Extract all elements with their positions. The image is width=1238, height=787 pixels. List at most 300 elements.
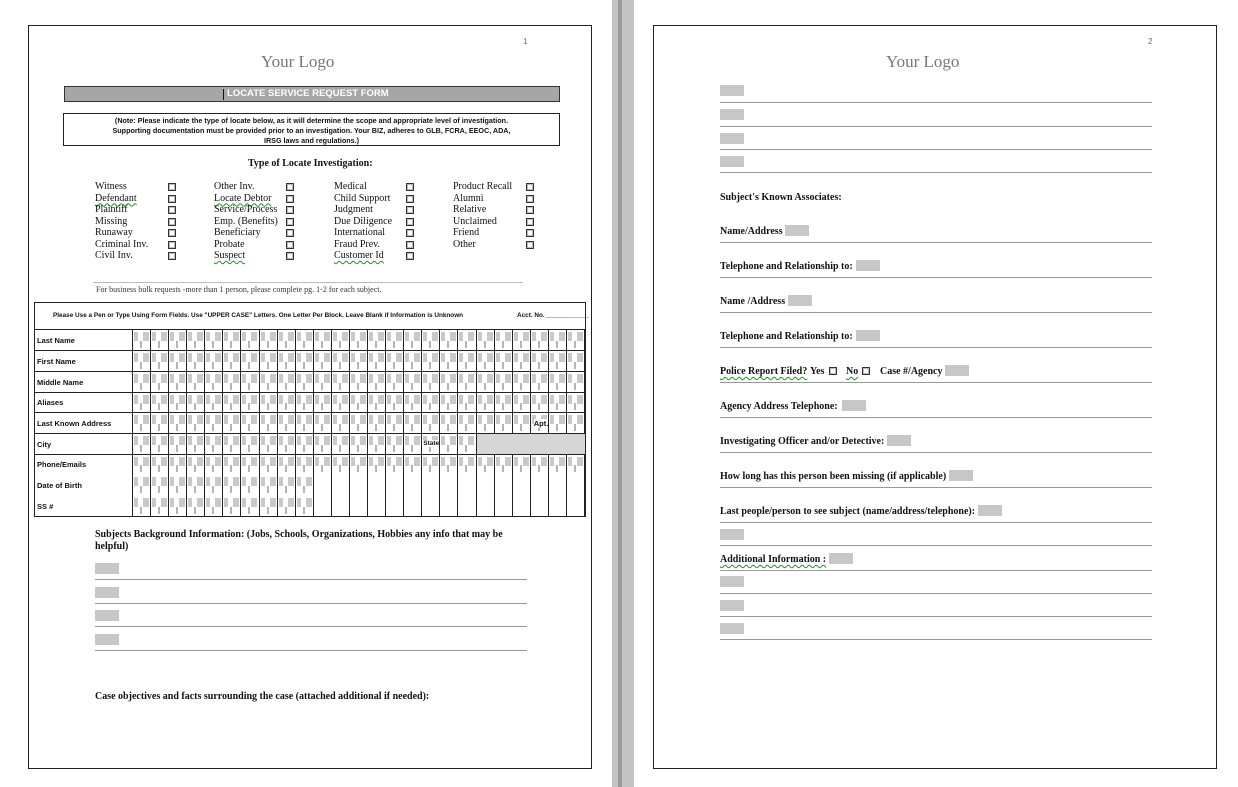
letter-block[interactable] <box>296 434 314 455</box>
letter-block[interactable] <box>223 434 241 455</box>
background-field-2[interactable] <box>95 587 119 598</box>
letter-block[interactable] <box>296 351 314 372</box>
letter-block[interactable] <box>223 351 241 372</box>
letter-block[interactable] <box>495 351 513 372</box>
letter-block[interactable] <box>495 496 513 517</box>
letter-block[interactable] <box>260 496 278 517</box>
letter-block[interactable] <box>223 413 241 434</box>
letter-block[interactable] <box>513 351 531 372</box>
letter-block[interactable] <box>332 372 350 393</box>
letter-block[interactable] <box>422 393 440 413</box>
letter-block[interactable] <box>205 351 223 372</box>
letter-block-field <box>487 332 493 341</box>
letter-block[interactable] <box>458 393 476 413</box>
letter-block[interactable] <box>404 413 422 434</box>
letter-block[interactable] <box>495 475 513 496</box>
letter-block-mark <box>140 445 142 452</box>
letter-block[interactable] <box>223 393 241 413</box>
letter-block[interactable] <box>278 496 296 517</box>
letter-block[interactable] <box>241 393 259 413</box>
letter-block[interactable] <box>458 351 476 372</box>
letter-block[interactable] <box>440 434 458 455</box>
letter-block[interactable] <box>549 351 567 372</box>
letter-block[interactable] <box>458 455 476 475</box>
letter-block[interactable] <box>314 330 332 351</box>
letter-block[interactable] <box>205 496 223 517</box>
name-address-1-field[interactable] <box>785 225 809 236</box>
letter-block[interactable] <box>549 413 567 434</box>
letter-block[interactable] <box>223 330 241 351</box>
letter-block[interactable] <box>350 351 368 372</box>
letter-block[interactable] <box>368 496 386 517</box>
locate-type-checkbox[interactable] <box>168 218 176 226</box>
letter-block[interactable] <box>567 496 585 517</box>
letter-block[interactable] <box>440 351 458 372</box>
letter-block[interactable] <box>440 455 458 475</box>
locate-type-checkbox[interactable] <box>406 252 414 260</box>
letter-block[interactable] <box>495 393 513 413</box>
additional-info-field-4[interactable] <box>720 623 744 634</box>
letter-block-mark <box>321 341 323 348</box>
letter-block[interactable] <box>133 351 151 372</box>
letter-block[interactable] <box>278 475 296 496</box>
letter-block[interactable] <box>314 351 332 372</box>
letter-block[interactable] <box>133 413 151 434</box>
letter-block[interactable] <box>151 455 169 475</box>
letter-block[interactable] <box>332 496 350 517</box>
letter-block[interactable] <box>332 413 350 434</box>
agency-address-field[interactable] <box>842 400 866 411</box>
locate-type-checkbox[interactable] <box>406 183 414 191</box>
letter-block[interactable] <box>278 351 296 372</box>
letter-block[interactable] <box>332 434 350 455</box>
letter-block-mark <box>158 507 160 514</box>
letter-block[interactable] <box>133 393 151 413</box>
letter-block[interactable] <box>151 351 169 372</box>
letter-block[interactable] <box>151 434 169 455</box>
letter-block[interactable] <box>169 496 187 517</box>
letter-block[interactable] <box>477 351 495 372</box>
last-seen-extra-field[interactable] <box>720 529 744 540</box>
letter-block[interactable] <box>296 496 314 517</box>
letter-block-mark <box>158 465 160 472</box>
background-field-3[interactable] <box>95 610 119 621</box>
letter-block[interactable] <box>350 393 368 413</box>
letter-block[interactable] <box>169 330 187 351</box>
locate-type-label: Probate <box>214 238 245 250</box>
letter-block[interactable] <box>440 475 458 496</box>
letter-block[interactable] <box>260 393 278 413</box>
letter-block[interactable] <box>296 413 314 434</box>
letter-block[interactable] <box>278 413 296 434</box>
letter-block[interactable] <box>296 475 314 496</box>
letter-block[interactable] <box>495 455 513 475</box>
letter-block[interactable] <box>223 496 241 517</box>
background-field-4[interactable] <box>95 634 119 645</box>
letter-block[interactable] <box>223 372 241 393</box>
letter-block[interactable] <box>368 330 386 351</box>
letter-block-mark <box>520 424 522 431</box>
letter-block[interactable] <box>531 455 549 475</box>
letter-block[interactable] <box>368 475 386 496</box>
locate-type-checkbox[interactable] <box>406 229 414 237</box>
letter-block[interactable] <box>495 330 513 351</box>
letter-block[interactable] <box>458 372 476 393</box>
letter-block[interactable] <box>314 413 332 434</box>
locate-type-checkbox[interactable] <box>286 206 294 214</box>
letter-block[interactable] <box>133 496 151 517</box>
letter-block[interactable] <box>440 496 458 517</box>
letter-block-field <box>134 477 138 486</box>
letter-block[interactable] <box>404 372 422 393</box>
letter-block[interactable] <box>187 413 205 434</box>
letter-block[interactable] <box>567 475 585 496</box>
letter-block[interactable] <box>350 455 368 475</box>
letter-block[interactable] <box>567 393 585 413</box>
letter-block[interactable] <box>350 434 368 455</box>
letter-block[interactable] <box>151 413 169 434</box>
letter-block[interactable] <box>223 475 241 496</box>
letter-block[interactable] <box>278 434 296 455</box>
letter-block[interactable] <box>350 496 368 517</box>
letter-block[interactable] <box>567 455 585 475</box>
letter-block-field <box>369 457 373 466</box>
letter-block[interactable] <box>440 372 458 393</box>
letter-block[interactable] <box>350 413 368 434</box>
letter-block[interactable] <box>422 330 440 351</box>
letter-block[interactable] <box>422 413 440 434</box>
letter-block[interactable] <box>513 330 531 351</box>
letter-block[interactable] <box>386 351 404 372</box>
letter-block[interactable] <box>205 393 223 413</box>
letter-block[interactable] <box>531 330 549 351</box>
letter-block-mark <box>212 465 214 472</box>
letter-block[interactable] <box>458 413 476 434</box>
letter-block[interactable] <box>386 413 404 434</box>
letter-block[interactable] <box>169 413 187 434</box>
continuation-field-1[interactable] <box>720 85 744 96</box>
letter-block[interactable] <box>368 455 386 475</box>
letter-block[interactable] <box>278 393 296 413</box>
letter-block[interactable] <box>187 434 205 455</box>
letter-block-field <box>170 457 174 466</box>
letter-block[interactable] <box>205 475 223 496</box>
locate-type-checkbox[interactable] <box>286 241 294 249</box>
letter-block[interactable] <box>169 393 187 413</box>
locate-type-checkbox[interactable] <box>526 183 534 191</box>
letter-block[interactable] <box>187 393 205 413</box>
letter-block[interactable] <box>386 330 404 351</box>
letter-block[interactable] <box>133 372 151 393</box>
letter-block-mark <box>357 424 359 431</box>
letter-block[interactable] <box>169 455 187 475</box>
letter-block[interactable] <box>260 455 278 475</box>
letter-block[interactable] <box>260 475 278 496</box>
letter-block[interactable] <box>187 351 205 372</box>
letter-block[interactable] <box>205 413 223 434</box>
letter-block[interactable] <box>495 372 513 393</box>
letter-block[interactable] <box>241 330 259 351</box>
letter-block[interactable] <box>332 475 350 496</box>
locate-type-checkbox[interactable] <box>168 206 176 214</box>
letter-block[interactable] <box>169 434 187 455</box>
letter-block[interactable] <box>404 434 422 455</box>
letter-block[interactable] <box>260 372 278 393</box>
letter-block[interactable] <box>314 496 332 517</box>
letter-block[interactable] <box>241 351 259 372</box>
letter-block[interactable] <box>531 475 549 496</box>
letter-block[interactable] <box>314 393 332 413</box>
locate-type-checkbox[interactable] <box>406 218 414 226</box>
letter-block[interactable] <box>404 496 422 517</box>
continuation-field-4[interactable] <box>720 156 744 167</box>
letter-block[interactable] <box>332 330 350 351</box>
investigating-officer-field[interactable] <box>887 435 911 446</box>
letter-block[interactable] <box>567 330 585 351</box>
letter-block[interactable] <box>260 330 278 351</box>
locate-type-checkbox[interactable] <box>286 229 294 237</box>
letter-block[interactable] <box>513 455 531 475</box>
locate-type-checkbox[interactable] <box>526 229 534 237</box>
letter-block-field <box>441 332 445 341</box>
letter-block[interactable] <box>350 372 368 393</box>
letter-block[interactable] <box>332 455 350 475</box>
acct-number-blank[interactable]: ____________ <box>546 311 589 318</box>
locate-type-checkbox[interactable] <box>526 218 534 226</box>
letter-block[interactable] <box>458 434 476 455</box>
letter-block[interactable] <box>531 393 549 413</box>
letter-block[interactable] <box>260 413 278 434</box>
letter-block[interactable] <box>422 372 440 393</box>
letter-block[interactable] <box>314 455 332 475</box>
locate-type-checkbox[interactable] <box>406 206 414 214</box>
letter-block[interactable] <box>404 455 422 475</box>
letter-block[interactable] <box>404 351 422 372</box>
locate-type-checkbox[interactable] <box>168 183 176 191</box>
letter-block[interactable] <box>513 496 531 517</box>
letter-block[interactable] <box>495 413 513 434</box>
letter-block[interactable] <box>422 455 440 475</box>
locate-type-label: Other Inv. <box>214 181 255 192</box>
letter-block[interactable] <box>531 351 549 372</box>
letter-block[interactable] <box>458 475 476 496</box>
letter-block[interactable] <box>296 455 314 475</box>
letter-block[interactable] <box>241 475 259 496</box>
letter-block-field <box>478 353 482 362</box>
letter-block[interactable] <box>422 496 440 517</box>
letter-block[interactable] <box>133 434 151 455</box>
letter-block[interactable] <box>133 455 151 475</box>
letter-block[interactable] <box>260 434 278 455</box>
locate-type-checkbox[interactable] <box>526 195 534 203</box>
letter-block[interactable] <box>386 496 404 517</box>
letter-block-field <box>188 477 192 486</box>
letter-block[interactable] <box>241 372 259 393</box>
letter-block[interactable] <box>296 393 314 413</box>
letter-block[interactable] <box>350 475 368 496</box>
name-address-2-field[interactable] <box>788 295 812 306</box>
letter-block[interactable] <box>513 393 531 413</box>
letter-block[interactable] <box>368 413 386 434</box>
police-report-yes-checkbox[interactable] <box>829 367 837 375</box>
letter-block[interactable] <box>205 434 223 455</box>
grid-row-label: SS # <box>37 501 54 511</box>
letter-block[interactable] <box>404 475 422 496</box>
continuation-field-2[interactable] <box>720 109 744 120</box>
letter-block[interactable] <box>477 455 495 475</box>
letter-block[interactable] <box>169 351 187 372</box>
letter-block-field <box>369 332 373 341</box>
letter-block[interactable] <box>205 372 223 393</box>
locate-type-checkbox[interactable] <box>286 195 294 203</box>
letter-block[interactable] <box>133 330 151 351</box>
letter-block-field <box>441 395 445 404</box>
letter-block[interactable] <box>169 372 187 393</box>
letter-block[interactable] <box>151 330 169 351</box>
letter-block[interactable] <box>567 372 585 393</box>
letter-block[interactable] <box>477 393 495 413</box>
letter-block[interactable] <box>260 351 278 372</box>
locate-type-checkbox[interactable] <box>526 241 534 249</box>
letter-block-field <box>550 457 554 466</box>
letter-block[interactable] <box>513 475 531 496</box>
letter-block[interactable] <box>440 413 458 434</box>
locate-type-checkbox[interactable] <box>286 183 294 191</box>
letter-block[interactable] <box>386 393 404 413</box>
letter-block[interactable] <box>422 351 440 372</box>
letter-block[interactable] <box>440 393 458 413</box>
letter-block-field <box>161 498 167 507</box>
letter-block[interactable] <box>386 475 404 496</box>
letter-block[interactable] <box>350 330 368 351</box>
letter-block[interactable] <box>241 434 259 455</box>
letter-block[interactable] <box>567 413 585 434</box>
letter-block[interactable] <box>386 434 404 455</box>
last-seen-field[interactable] <box>978 505 1002 516</box>
letter-block[interactable] <box>314 372 332 393</box>
letter-block[interactable] <box>241 496 259 517</box>
letter-block[interactable] <box>278 372 296 393</box>
letter-block[interactable] <box>151 393 169 413</box>
additional-info-field-3[interactable] <box>720 600 744 611</box>
letter-block-field <box>206 374 210 383</box>
letter-block[interactable] <box>332 351 350 372</box>
letter-block[interactable] <box>549 455 567 475</box>
letter-block[interactable] <box>549 393 567 413</box>
letter-block[interactable] <box>549 330 567 351</box>
letter-block[interactable] <box>531 372 549 393</box>
letter-block[interactable] <box>549 496 567 517</box>
locate-type-label: International <box>334 227 386 238</box>
letter-block[interactable] <box>151 372 169 393</box>
letter-block[interactable] <box>296 372 314 393</box>
letter-block[interactable] <box>477 372 495 393</box>
additional-info-field-2[interactable] <box>720 576 744 587</box>
letter-block[interactable] <box>187 330 205 351</box>
letter-block[interactable] <box>278 330 296 351</box>
letter-block[interactable] <box>205 455 223 475</box>
letter-block-field <box>288 374 294 383</box>
locate-type-checkbox[interactable] <box>168 229 176 237</box>
letter-block[interactable] <box>422 475 440 496</box>
locate-type-checkbox[interactable] <box>286 252 294 260</box>
letter-block[interactable] <box>205 330 223 351</box>
letter-block[interactable] <box>241 413 259 434</box>
letter-block-field <box>224 457 228 466</box>
letter-block[interactable] <box>332 393 350 413</box>
letter-block[interactable] <box>549 372 567 393</box>
letter-block[interactable] <box>531 496 549 517</box>
letter-block[interactable] <box>458 496 476 517</box>
letter-block-field <box>143 353 149 362</box>
locate-type-checkbox[interactable] <box>286 218 294 226</box>
letter-block[interactable] <box>386 455 404 475</box>
letter-block[interactable] <box>386 372 404 393</box>
letter-block[interactable] <box>513 372 531 393</box>
locate-type-checkbox[interactable] <box>168 252 176 260</box>
letter-block[interactable] <box>314 475 332 496</box>
letter-block[interactable] <box>567 351 585 372</box>
letter-block[interactable] <box>549 475 567 496</box>
letter-block[interactable] <box>296 330 314 351</box>
letter-block[interactable] <box>477 496 495 517</box>
additional-info-field[interactable] <box>829 553 853 564</box>
letter-block[interactable] <box>187 496 205 517</box>
locate-type-checkbox[interactable] <box>168 241 176 249</box>
letter-block[interactable] <box>169 475 187 496</box>
state-label: State <box>423 440 440 447</box>
letter-block[interactable] <box>404 393 422 413</box>
letter-block[interactable] <box>368 351 386 372</box>
letter-block[interactable] <box>133 475 151 496</box>
letter-block[interactable] <box>151 475 169 496</box>
continuation-field-3[interactable] <box>720 133 744 144</box>
letter-block-field <box>550 332 554 341</box>
telephone-1-field[interactable] <box>856 260 880 271</box>
locate-type-checkbox[interactable] <box>168 195 176 203</box>
letter-block[interactable] <box>440 330 458 351</box>
letter-block-field <box>315 457 319 466</box>
letter-block[interactable] <box>477 413 495 434</box>
telephone-2-field[interactable] <box>856 330 880 341</box>
locate-type-checkbox[interactable] <box>526 206 534 214</box>
letter-block[interactable] <box>223 455 241 475</box>
letter-block[interactable] <box>151 496 169 517</box>
letter-block[interactable] <box>278 455 296 475</box>
police-report-no-checkbox[interactable] <box>862 367 870 375</box>
letter-block-mark <box>285 486 287 493</box>
letter-block[interactable] <box>368 434 386 455</box>
letter-block[interactable] <box>513 413 531 434</box>
letter-block[interactable] <box>187 475 205 496</box>
letter-block[interactable] <box>477 475 495 496</box>
locate-type-checkbox[interactable] <box>406 241 414 249</box>
letter-block[interactable] <box>368 393 386 413</box>
case-agency-field[interactable] <box>945 365 969 376</box>
letter-block[interactable] <box>187 455 205 475</box>
how-long-missing-field[interactable] <box>949 470 973 481</box>
locate-type-checkbox[interactable] <box>406 195 414 203</box>
letter-block[interactable] <box>187 372 205 393</box>
letter-block[interactable] <box>477 330 495 351</box>
background-field-1[interactable] <box>95 563 119 574</box>
letter-block[interactable] <box>458 330 476 351</box>
letter-block[interactable] <box>404 330 422 351</box>
letter-block[interactable] <box>241 455 259 475</box>
letter-block[interactable] <box>368 372 386 393</box>
letter-block-field <box>279 332 283 341</box>
letter-block[interactable] <box>314 434 332 455</box>
